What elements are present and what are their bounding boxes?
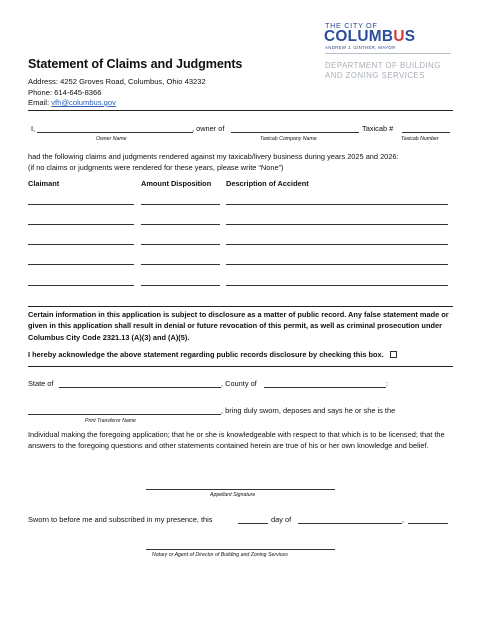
logo-dept-line1: DEPARTMENT OF BUILDING	[325, 61, 441, 70]
description-field[interactable]	[226, 224, 448, 225]
intro-line2: (if no claims or judgments were rendered for these years, please write “None”)	[28, 163, 284, 172]
logo-city-of: THE CITY OF	[325, 21, 378, 30]
sworn-month-field[interactable]	[298, 523, 402, 524]
amount-field[interactable]	[141, 204, 220, 205]
taxicab-company-field[interactable]	[231, 132, 359, 133]
sworn-day-field[interactable]	[238, 523, 268, 524]
acknowledge-text: I hereby acknowledge the above statement regarding public records disclosure by checking this box.	[28, 350, 384, 359]
page-title: Statement of Claims and Judgments	[28, 57, 243, 71]
state-label: State of	[28, 379, 54, 388]
appellant-signature-field[interactable]	[146, 489, 335, 490]
description-field[interactable]	[226, 244, 448, 245]
email-label: Email:	[28, 98, 52, 107]
county-field[interactable]	[264, 387, 386, 388]
header-divider	[28, 110, 453, 111]
sworn-comma: ,	[402, 515, 405, 524]
county-colon: :	[386, 379, 389, 388]
transferor-text: , bring duly sworn, deposes and says he or she is the	[221, 406, 396, 415]
owner-i-label: I,	[31, 124, 36, 133]
sworn-year-field[interactable]	[408, 523, 448, 524]
logo-columbus-part: COLUMB	[324, 28, 394, 45]
owner-name-field[interactable]	[37, 132, 193, 133]
disclosure-divider	[28, 366, 453, 367]
email-link[interactable]: vfh@columbus.gov	[51, 98, 116, 107]
claimant-field[interactable]	[28, 285, 134, 286]
logo-dept-line2: AND ZONING SERVICES	[325, 71, 425, 80]
logo-mayor: ANDREW J. GINTHER, MAYOR	[325, 45, 396, 50]
appellant-signature-caption: Appellant Signature	[210, 492, 256, 498]
company-name-caption: Taxicab Company Name	[260, 136, 317, 142]
sworn-day-of: day of	[271, 515, 292, 524]
columbus-logo	[324, 28, 415, 46]
intro-line1: had the following claims and judgments rendered against my taxicab/livery business during years 2025 and 2026:	[28, 152, 399, 161]
acknowledge-line	[28, 350, 397, 359]
notary-signature-field[interactable]	[146, 549, 335, 550]
table-divider	[28, 306, 453, 307]
description-field[interactable]	[226, 264, 448, 265]
taxicab-number-caption: Taxicab Number	[401, 136, 439, 142]
taxicab-number-field[interactable]	[402, 132, 450, 133]
claimant-header: Claimant	[28, 179, 60, 188]
county-label: , County of	[221, 379, 257, 388]
email-line	[28, 98, 116, 107]
claimant-field[interactable]	[28, 244, 134, 245]
claimant-field[interactable]	[28, 264, 134, 265]
amount-field[interactable]	[141, 285, 220, 286]
description-header: Description of Accident	[226, 179, 309, 188]
sworn-text: Sworn to before me and subscribed in my presence, this	[28, 515, 213, 524]
claimant-field[interactable]	[28, 204, 134, 205]
disclosure-text: Certain information in this application is subject to disclosure as a matter of public record. Any false statement made or given in this application shall result in denial or future revocation of this permit, as well as criminal prosecution under Columbus City Code 2321.13 (A)(3) and (A)(5).	[28, 310, 449, 342]
transferor-caption: Print Transferor Name	[85, 418, 136, 424]
amount-header: Amount Disposition	[141, 179, 212, 188]
logo-columbus-end: S	[404, 28, 416, 45]
state-field[interactable]	[59, 387, 221, 388]
taxicab-number-label: Taxicab #	[362, 124, 394, 133]
owner-name-caption: Owner Name	[96, 136, 127, 142]
logo-divider	[325, 53, 451, 54]
amount-field[interactable]	[141, 224, 220, 225]
transferor-name-field[interactable]	[28, 414, 221, 415]
description-field[interactable]	[226, 204, 448, 205]
phone-text: Phone: 614-645-8366	[28, 88, 102, 97]
notary-caption: Notary or Agent of Director of Building and Zoning Services	[152, 552, 288, 558]
address-text: Address: 4252 Groves Road, Columbus, Ohio 43232	[28, 77, 206, 86]
amount-field[interactable]	[141, 264, 220, 265]
logo-columbus-u: U	[393, 28, 405, 45]
claimant-field[interactable]	[28, 224, 134, 225]
affirmation-text: Individual making the foregoing application; that he or she is knowledgeable with respect to that which is to be licensed; that the answers to the foregoing questions and other statements contained herein are true of his or her own knowledge and belief.	[28, 430, 445, 451]
owner-of-label: , owner of	[192, 124, 225, 133]
acknowledge-checkbox[interactable]	[390, 351, 397, 358]
description-field[interactable]	[226, 285, 448, 286]
logo-department	[325, 61, 441, 81]
amount-field[interactable]	[141, 244, 220, 245]
